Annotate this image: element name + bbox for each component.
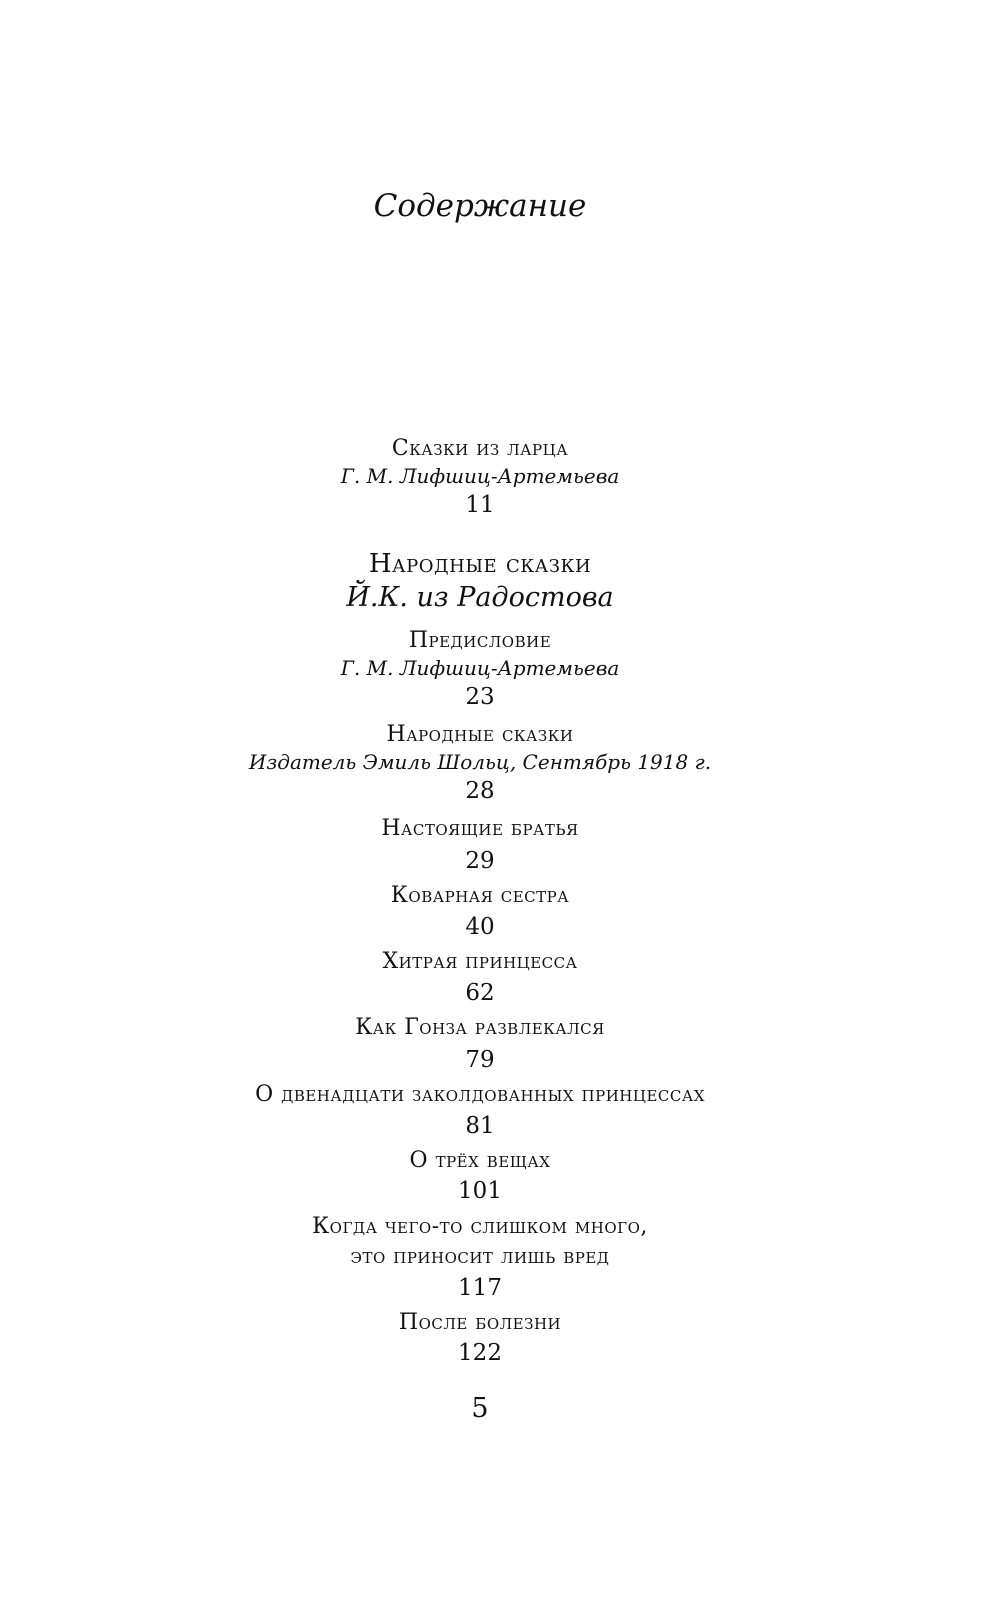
toc-entry-page: 122 — [458, 1340, 502, 1366]
toc-entry-page: 117 — [458, 1275, 502, 1301]
toc-entry-page: 29 — [465, 848, 495, 874]
section-author: Й.К. из Радостова — [346, 582, 614, 613]
toc-entry-page: 28 — [465, 778, 495, 804]
toc-entry-author: Г. М. Лифшиц-Артемьева — [340, 656, 620, 680]
toc-entry-title-line: Когда чего-то слишком много, — [312, 1214, 648, 1239]
toc-entry-title: После болезни — [398, 1310, 562, 1335]
toc-entry-page: 81 — [465, 1113, 495, 1139]
toc-entry-title: Настоящие братья — [381, 816, 579, 841]
toc-entry-title: Как Гонза развлекался — [355, 1015, 605, 1040]
toc-entry-author: Г. М. Лифшиц-Артемьева — [340, 464, 620, 488]
toc-entry-title: Предисловие — [408, 628, 552, 653]
toc-entry-page: 62 — [465, 980, 495, 1006]
toc-entry-page: 11 — [465, 492, 495, 518]
page-number: 5 — [471, 1393, 489, 1424]
toc-entry-page: 40 — [465, 914, 495, 940]
toc-entry-page: 79 — [465, 1047, 495, 1073]
toc-entry-title: О двенадцати заколдованных принцессах — [255, 1082, 705, 1107]
toc-entry-title: Народные сказки — [386, 722, 574, 747]
toc-entry-title: Сказки из ларца — [391, 436, 569, 461]
toc-entry-title: Хитрая принцесса — [382, 949, 578, 974]
toc-entry-page: 101 — [458, 1178, 502, 1204]
toc-entry-page: 23 — [465, 684, 495, 710]
contents-heading: Содержание — [373, 188, 587, 224]
toc-entry-title: О трёх вещах — [409, 1148, 551, 1173]
toc-entry-title: Коварная сестра — [390, 883, 570, 908]
toc-entry-author: Издатель Эмиль Шольц, Сентябрь 1918 г. — [248, 750, 712, 774]
toc-entry-title-line: это приносит лишь вред — [350, 1244, 610, 1269]
section-title: Народные сказки — [368, 549, 592, 579]
